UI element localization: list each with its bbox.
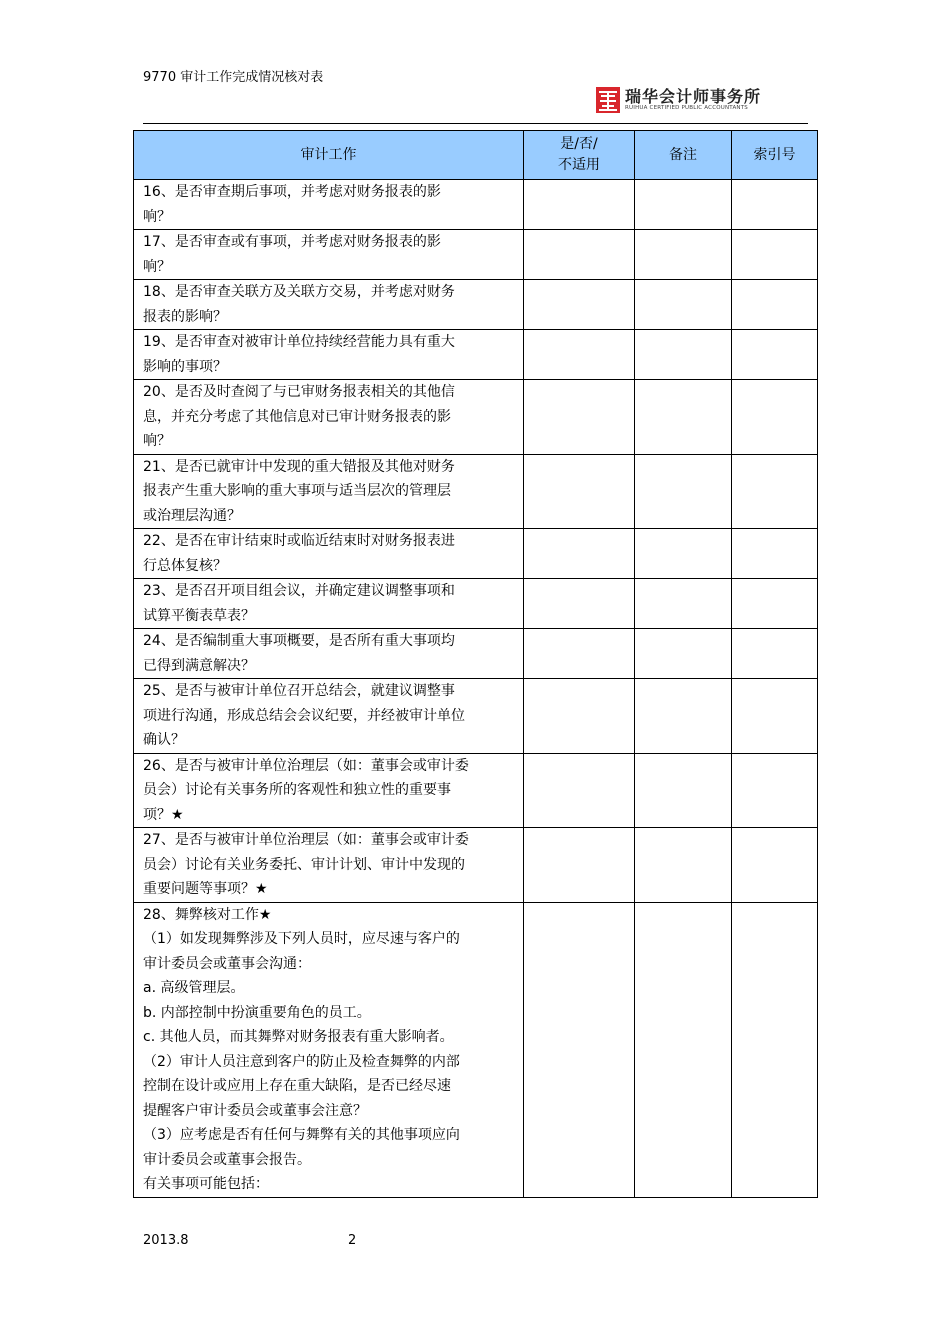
question-line: 20、是否及时查阅了与已审财务报表相关的其他信 — [143, 384, 455, 400]
checklist-question — [134, 380, 524, 455]
index-cell[interactable] — [732, 629, 818, 679]
answer-cell[interactable] — [524, 579, 635, 629]
firm-logo — [596, 87, 761, 113]
question-line: 息，并充分考虑了其他信息对已审计财务报表的影 — [143, 408, 451, 425]
answer-cell[interactable] — [524, 828, 635, 903]
question-line: 响？ — [143, 258, 171, 275]
answer-cell[interactable] — [524, 180, 635, 230]
question-line: 报表的影响？ — [143, 308, 227, 325]
answer-cell[interactable] — [524, 753, 635, 828]
question-line: 21、是否已就审计中发现的重大错报及其他对财务 — [143, 458, 455, 475]
checklist-question — [134, 230, 524, 280]
question-line: 试算平衡表草表？ — [143, 607, 255, 624]
index-cell[interactable] — [732, 828, 818, 903]
checklist-question — [134, 753, 524, 828]
index-cell[interactable] — [732, 753, 818, 828]
note-cell[interactable] — [635, 579, 732, 629]
answer-cell[interactable] — [524, 454, 635, 529]
question-line: 审计委员会或董事会报告。 — [143, 1151, 311, 1168]
note-cell[interactable] — [635, 902, 732, 1197]
question-line: 28、舞弊核对工作★ — [143, 906, 272, 923]
header-audit-work: 审计工作 — [134, 131, 524, 180]
index-cell[interactable] — [732, 230, 818, 280]
checklist-question — [134, 330, 524, 380]
question-line: 确认？ — [143, 732, 185, 748]
index-cell[interactable] — [732, 180, 818, 230]
question-line: 影响的事项？ — [143, 358, 227, 375]
question-line: 有关事项可能包括： — [143, 1176, 269, 1192]
index-cell[interactable] — [732, 280, 818, 330]
question-line: 员会）讨论有关事务所的客观性和独立性的重要事 — [143, 782, 451, 798]
answer-cell[interactable] — [524, 529, 635, 579]
footer-date: 2013.8 — [143, 1233, 189, 1248]
table-row — [134, 180, 818, 230]
note-cell[interactable] — [635, 753, 732, 828]
question-line: c. 其他人员，而其舞弊对财务报表有重大影响者。 — [143, 1029, 454, 1045]
question-line: 响？ — [143, 433, 171, 449]
question-line: a. 高级管理层。 — [143, 980, 245, 996]
question-line: 控制在设计或应用上存在重大缺陷，是否已经尽速 — [143, 1078, 451, 1094]
question-line: 23、是否召开项目组会议，并确定建议调整事项和 — [143, 583, 455, 599]
question-line: （3）应考虑是否有任何与舞弊有关的其他事项应向 — [143, 1127, 460, 1143]
checklist-question — [134, 180, 524, 230]
question-line: 已得到满意解决？ — [143, 657, 255, 674]
answer-cell[interactable] — [524, 902, 635, 1197]
answer-cell[interactable] — [524, 629, 635, 679]
question-line: 报表产生重大影响的重大事项与适当层次的管理层 — [143, 483, 451, 499]
checklist-question — [134, 902, 524, 1197]
checklist-question — [134, 579, 524, 629]
table-row — [134, 902, 818, 1197]
question-line: 项？★ — [143, 806, 184, 823]
table-row — [134, 679, 818, 754]
question-line: 27、是否与被审计单位治理层（如：董事会或审计委 — [143, 832, 469, 848]
index-cell[interactable] — [732, 380, 818, 455]
note-cell[interactable] — [635, 529, 732, 579]
question-line: 16、是否审查期后事项，并考虑对财务报表的影 — [143, 184, 441, 200]
header-rule — [143, 123, 808, 124]
question-line: 22、是否在审计结束时或临近结束时对财务报表进 — [143, 533, 455, 549]
audit-checklist-table — [133, 130, 818, 1198]
document-title: 9770 审计工作完成情况核对表 — [143, 70, 324, 85]
question-line: 响？ — [143, 208, 171, 225]
checklist-question — [134, 529, 524, 579]
question-line: 员会）讨论有关业务委托、审计计划、审计中发现的 — [143, 856, 465, 873]
table-row — [134, 230, 818, 280]
question-line: 行总体复核？ — [143, 557, 227, 574]
answer-cell[interactable] — [524, 280, 635, 330]
table-row — [134, 330, 818, 380]
question-line: 25、是否与被审计单位召开总结会，就建议调整事 — [143, 683, 455, 699]
note-cell[interactable] — [635, 280, 732, 330]
table-row — [134, 529, 818, 579]
header-notes: 备注 — [635, 131, 732, 180]
note-cell[interactable] — [635, 380, 732, 455]
question-line: 19、是否审查对被审计单位持续经营能力具有重大 — [143, 334, 455, 350]
question-line: 审计委员会或董事会沟通： — [143, 955, 311, 972]
question-line: 18、是否审查关联方及关联方交易，并考虑对财务 — [143, 284, 455, 300]
note-cell[interactable] — [635, 454, 732, 529]
question-line: 重要问题等事项？★ — [143, 881, 268, 897]
question-line: 或治理层沟通？ — [143, 507, 241, 524]
note-cell[interactable] — [635, 230, 732, 280]
question-line: 26、是否与被审计单位治理层（如：董事会或审计委 — [143, 757, 469, 774]
answer-cell[interactable] — [524, 380, 635, 455]
index-cell[interactable] — [732, 579, 818, 629]
header-yes-no-na — [524, 131, 635, 180]
checklist-question — [134, 454, 524, 529]
table-row — [134, 280, 818, 330]
note-cell[interactable] — [635, 828, 732, 903]
answer-cell[interactable] — [524, 679, 635, 754]
answer-cell[interactable] — [524, 230, 635, 280]
firm-emblem-icon — [596, 87, 620, 113]
note-cell[interactable] — [635, 180, 732, 230]
index-cell[interactable] — [732, 902, 818, 1197]
checklist-question — [134, 679, 524, 754]
answer-cell[interactable] — [524, 330, 635, 380]
header-index-number: 索引号 — [732, 131, 818, 180]
question-line: b. 内部控制中扮演重要角色的员工。 — [143, 1004, 371, 1021]
note-cell[interactable] — [635, 679, 732, 754]
question-line: 17、是否审查或有事项，并考虑对财务报表的影 — [143, 234, 441, 250]
question-line: 24、是否编制重大事项概要，是否所有重大事项均 — [143, 633, 455, 649]
note-cell[interactable] — [635, 629, 732, 679]
table-row — [134, 828, 818, 903]
page-number: 2 — [348, 1233, 357, 1248]
question-line: （1）如发现舞弊涉及下列人员时，应尽速与客户的 — [143, 931, 460, 947]
checklist-question — [134, 280, 524, 330]
header-yes-no-na-line1: 是/否/ — [560, 136, 598, 152]
table-row — [134, 753, 818, 828]
firm-name-cn: 瑞华会计师事务所 — [625, 87, 762, 106]
question-line: 项进行沟通，形成总结会会议纪要，并经被审计单位 — [143, 707, 465, 724]
index-cell[interactable] — [732, 679, 818, 754]
index-cell[interactable] — [732, 454, 818, 529]
checklist-question — [134, 828, 524, 903]
question-line: （2）审计人员注意到客户的防止及检查舞弊的内部 — [143, 1053, 460, 1070]
table-header-row — [134, 131, 818, 180]
table-row — [134, 380, 818, 455]
table-row — [134, 629, 818, 679]
firm-name-en: RUIHUA CERTIFIED PUBLIC ACCOUNTANTS — [625, 105, 748, 111]
checklist-question — [134, 629, 524, 679]
question-line: 提醒客户审计委员会或董事会注意？ — [143, 1102, 367, 1119]
note-cell[interactable] — [635, 330, 732, 380]
table-row — [134, 579, 818, 629]
index-cell[interactable] — [732, 529, 818, 579]
index-cell[interactable] — [732, 330, 818, 380]
table-row — [134, 454, 818, 529]
header-yes-no-na-line2: 不适用 — [558, 157, 600, 173]
